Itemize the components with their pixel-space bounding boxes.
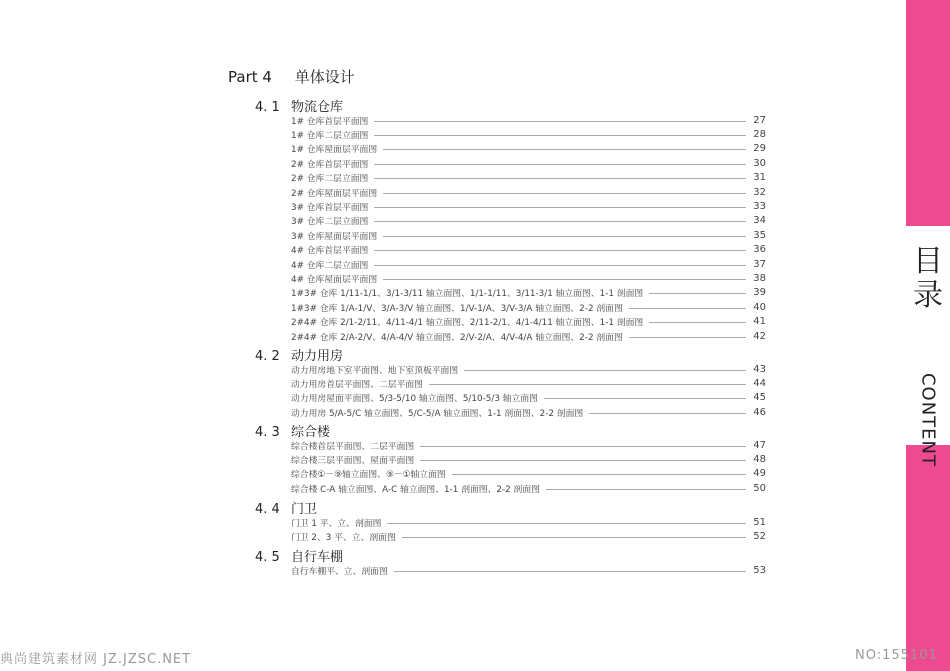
toc-entry[interactable] [291, 376, 766, 390]
sidebar-accent-bottom [906, 445, 950, 671]
toc-entry-title: 2#4# 仓库 2/A-2/V、4/A-4/V 轴立面图、2/V-2/A、4/V-4/A 轴立面图、2-2 剖面图 [291, 332, 623, 343]
toc-leader-line [374, 250, 746, 251]
section-number: 4. 4 [255, 502, 280, 517]
toc-entry[interactable] [291, 271, 766, 285]
section-number: 4. 5 [255, 550, 280, 565]
part-title: 单体设计 [294, 68, 355, 86]
toc-entry-title: 4# 仓库二层立面图 [291, 260, 369, 271]
toc-entry-title: 门卫 1 平、立、剖面图 [291, 518, 382, 529]
toc-entry[interactable] [291, 529, 766, 543]
sidebar-title-cn [906, 245, 950, 313]
watermark-right: NO:155101 [855, 648, 938, 663]
sidebar-title-cn-1: 目 [913, 244, 943, 279]
toc-entry-title: 综合楼①－⑨轴立面图、⑨－①轴立面图 [291, 470, 446, 481]
toc-page-number: 52 [753, 530, 766, 542]
toc-entry-title: 2# 仓库二层立面图 [291, 174, 369, 185]
toc-page-number: 37 [753, 258, 766, 270]
toc-page-number: 28 [753, 128, 766, 140]
toc-page-number: 27 [753, 114, 766, 126]
toc-page-number: 36 [753, 244, 766, 256]
toc-entry[interactable] [291, 515, 766, 529]
toc-entry-title: 综合楼三层平面图、屋面平面图 [291, 455, 415, 466]
toc-entry[interactable] [291, 329, 766, 343]
toc-entry-title: 1# 仓库屋面层平面图 [291, 145, 378, 156]
toc-entry-title: 动力用房首层平面图、二层平面图 [291, 379, 423, 390]
sidebar-title-cn-2: 录 [913, 278, 943, 313]
toc-leader-line [383, 236, 746, 237]
toc-leader-line [374, 178, 746, 179]
toc-leader-line [629, 337, 746, 338]
toc-entry[interactable] [291, 481, 766, 495]
toc-entry[interactable] [291, 228, 766, 242]
section-title: 物流仓库 [291, 100, 344, 115]
toc-page-number: 43 [753, 363, 766, 375]
toc-leader-line [546, 489, 746, 490]
section-number: 4. 3 [255, 425, 280, 440]
section-title: 自行车棚 [291, 550, 344, 565]
toc-page-number: 38 [753, 272, 766, 284]
toc-leader-line [394, 571, 746, 572]
toc-leader-line [374, 265, 746, 266]
toc-entry[interactable] [291, 300, 766, 314]
toc-entry[interactable] [291, 142, 766, 156]
toc-entry[interactable] [291, 257, 766, 271]
toc-entry[interactable] [291, 467, 766, 481]
toc-entry-title: 动力用房地下室平面图、地下室顶板平面图 [291, 365, 459, 376]
toc-leader-line [374, 221, 746, 222]
section-number: 4. 2 [255, 349, 280, 364]
toc-page-number: 32 [753, 186, 766, 198]
toc-leader-line [420, 460, 746, 461]
toc-page-number: 48 [753, 453, 766, 465]
toc-page-number: 42 [753, 330, 766, 342]
toc-leader-line [374, 207, 746, 208]
toc-entry[interactable] [291, 127, 766, 141]
toc-leader-line [629, 308, 746, 309]
toc-entry-title: 综合楼首层平面图、二层平面图 [291, 441, 415, 452]
toc-entry-title: 2# 仓库首层平面图 [291, 159, 369, 170]
part-number: Part 4 [228, 68, 272, 86]
toc-page-number: 44 [753, 377, 766, 389]
toc-leader-line [649, 322, 746, 323]
toc-entry-title: 1# 仓库二层立面图 [291, 130, 369, 141]
sidebar-accent-top [906, 0, 950, 226]
toc-page-number: 40 [753, 301, 766, 313]
toc-page-number: 34 [753, 215, 766, 227]
section-number: 4. 1 [255, 100, 280, 115]
toc-leader-line [464, 370, 746, 371]
toc-page-number: 35 [753, 229, 766, 241]
toc-entry[interactable] [291, 391, 766, 405]
toc-entry-title: 1#3# 仓库 1/11-1/1、3/1-3/11 轴立面图、1/1-1/11、3/11-3/1 轴立面图、1-1 剖面图 [291, 289, 644, 300]
toc-page-number: 45 [753, 392, 766, 404]
toc-entry-title: 3# 仓库首层平面图 [291, 202, 369, 213]
toc-entry[interactable] [291, 243, 766, 257]
toc-entry-title: 1# 仓库首层平面图 [291, 116, 369, 127]
toc-leader-line [649, 293, 746, 294]
toc-entry-title: 动力用房 5/A-5/C 轴立面图、5/C-5/A 轴立面图、1-1 剖面图、2-2 剖面图 [291, 408, 584, 419]
toc-leader-line [387, 523, 746, 524]
toc-page-number: 33 [753, 200, 766, 212]
toc-entry-title: 门卫 2、3 平、立、剖面图 [291, 532, 396, 543]
toc-entry[interactable] [291, 286, 766, 300]
toc-entry[interactable] [291, 438, 766, 452]
toc-entry-title: 2# 仓库屋面层平面图 [291, 188, 378, 199]
toc-leader-line [402, 537, 746, 538]
toc-page-number: 39 [753, 287, 766, 299]
toc-entry[interactable] [291, 185, 766, 199]
toc-leader-line [383, 149, 746, 150]
toc-leader-line [374, 135, 746, 136]
toc-entry[interactable] [291, 199, 766, 213]
toc-leader-line [374, 121, 746, 122]
toc-entry[interactable] [291, 405, 766, 419]
sidebar-title-en: CONTENT [917, 372, 939, 468]
toc-entry-title: 自行车棚平、立、剖面图 [291, 566, 388, 577]
toc-page-number: 49 [753, 468, 766, 480]
toc-entry-title: 4# 仓库首层平面图 [291, 246, 369, 257]
toc-entry[interactable] [291, 315, 766, 329]
toc-page-number: 46 [753, 406, 766, 418]
sidebar-title [906, 244, 950, 468]
toc-page-number: 29 [753, 143, 766, 155]
toc-leader-line [374, 164, 746, 165]
toc-entry[interactable] [291, 113, 766, 127]
section-title: 综合楼 [291, 425, 331, 440]
toc-page-number: 47 [753, 439, 766, 451]
toc-leader-line [452, 474, 746, 475]
toc-entry[interactable] [291, 214, 766, 228]
toc-entry-title: 2#4# 仓库 2/1-2/11、4/11-4/1 轴立面图、2/11-2/1、4/1-4/11 轴立面图、1-1 剖面图 [291, 318, 644, 329]
toc-entry[interactable] [291, 563, 766, 577]
toc-entry-title: 3# 仓库二层立面图 [291, 217, 369, 228]
toc-entry-title: 综合楼 C-A 轴立面图、A-C 轴立面图、1-1 剖面图、2-2 剖面图 [291, 484, 540, 495]
section-title: 门卫 [291, 502, 318, 517]
toc-leader-line [589, 413, 746, 414]
toc-entry[interactable] [291, 171, 766, 185]
toc-page-number: 50 [753, 482, 766, 494]
toc-entry-title: 3# 仓库屋面层平面图 [291, 231, 378, 242]
toc-page-number: 51 [753, 516, 766, 528]
toc-leader-line [420, 446, 746, 447]
part-heading [228, 66, 355, 87]
toc-leader-line [429, 384, 746, 385]
toc-entry-title: 4# 仓库屋面层平面图 [291, 274, 378, 285]
toc-leader-line [383, 279, 746, 280]
toc-page-number: 53 [753, 564, 766, 576]
toc-entry[interactable] [291, 362, 766, 376]
toc-leader-line [383, 193, 746, 194]
toc-entry[interactable] [291, 156, 766, 170]
toc-entry-title: 1#3# 仓库 1/A-1/V、3/A-3/V 轴立面图、1/V-1/A、3/V-3/A 轴立面图、2-2 剖面图 [291, 303, 623, 314]
toc-page-number: 41 [753, 316, 766, 328]
watermark-left: 典尚建筑素材网 JZ.JZSC.NET [0, 652, 192, 667]
toc-entry[interactable] [291, 452, 766, 466]
toc-page-number: 31 [753, 172, 766, 184]
section-title: 动力用房 [291, 349, 344, 364]
toc-entry-title: 动力用房屋面平面图、5/3-5/10 轴立面图、5/10-5/3 轴立面图 [291, 394, 538, 405]
toc-page-number: 30 [753, 157, 766, 169]
toc-leader-line [544, 398, 746, 399]
